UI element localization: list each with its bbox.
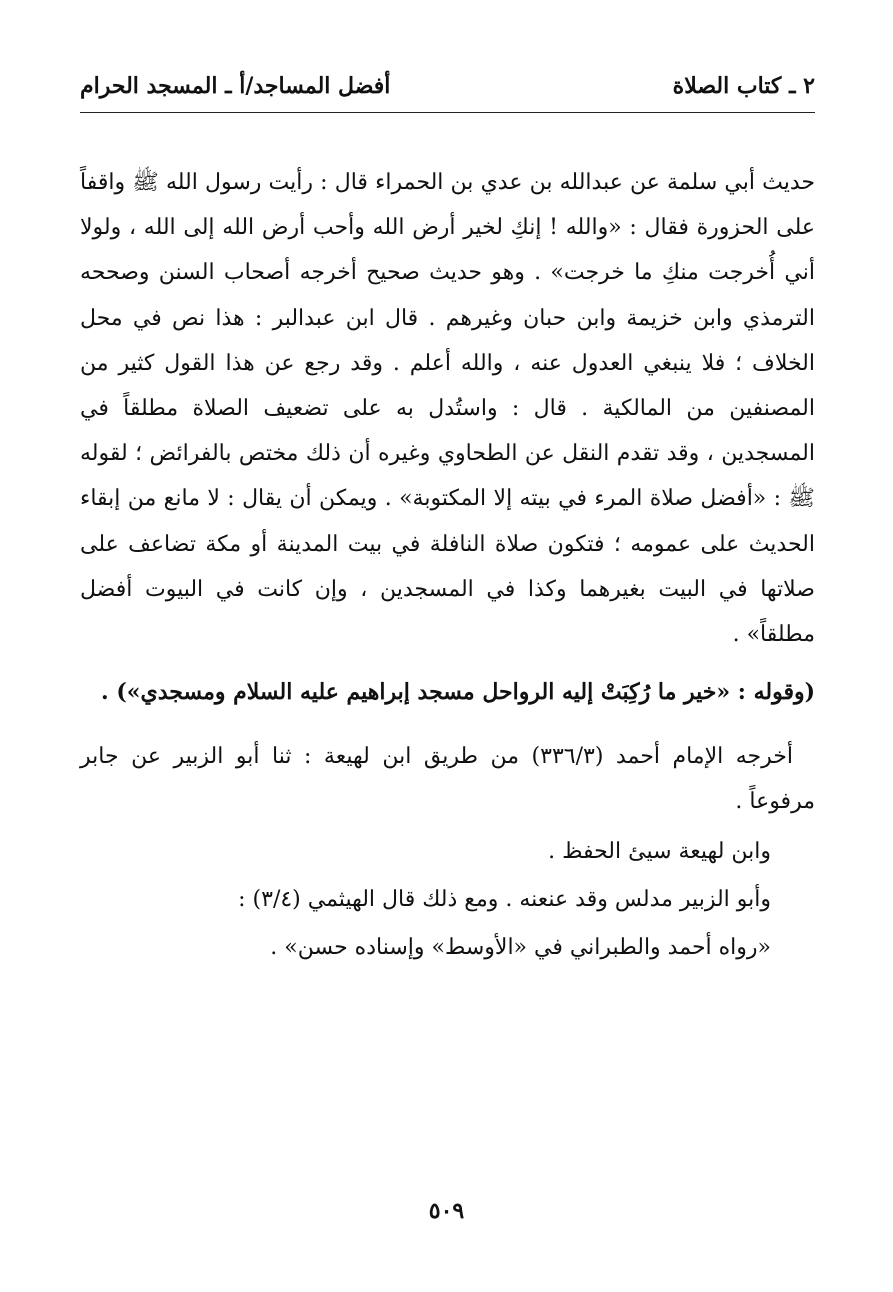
paragraph-1: حديث أبي سلمة عن عبدالله بن عدي بن الحمراء قال : رأيت رسول الله ﷺ واقفاً على الحزورة فقال : «والله ! إنكِ لخير أرض الله وأحب أرض الله إلى الله ، ولولا أني أُخرجت منكِ ما خرجت» . وهو حديث صحيح أخرجه أصحاب السنن وصححه الترمذي وابن خزيمة وابن حبان وغيرهم . قال ابن عبدالبر : هذا نص في محل الخلاف ؛ فلا ينبغي العدول عنه ، والله أعلم . وقد رجع عن هذا القول كثير من المصنفين من المالكية . قال : واستُدل به على تضعيف الصلاة مطلقاً في المسجدين ، وقد تقدم النقل عن الطحاوي وغيره أن ذلك مختص بالفرائض ؛ لقوله ﷺ : «أفضل صلاة المرء في بيته إلا المكتوبة» . ويمكن أن يقال : لا مانع من إبقاء الحديث على عمومه ؛ فتكون صلاة النافلة في بيت المدينة أو مكة تضاعف على صلاتها في البيت بغيرهما وكذا في المسجدين ، وإن كانت في البيوت أفضل مطلقاً» . [80,170,815,648]
paragraph-3: أخرجه الإمام أحمد (٣٣٦/٣) من طريق ابن لهيعة : ثنا أبو الزبير عن جابر مرفوعاً . [80,744,815,815]
main-text [80,160,815,968]
line-4: وابن لهيعة سيئ الحفظ . [548,839,771,865]
line-6: «رواه أحمد والطبراني في «الأوسط» وإسناده حسن» . [270,935,771,961]
page-header [80,68,815,113]
chapter-title: ٢ ـ كتاب الصلاة [672,73,815,99]
hadith-heading: (وقوله : «خير ما رُكِبَتْ إليه الرواحل مسجد إبراهيم عليه السلام ومسجدي») . [101,679,815,706]
section-title: أفضل المساجد/أ ـ المسجد الحرام [80,73,391,99]
page-number: ٥٠٩ [428,1198,465,1224]
line-5: وأبو الزبير مدلس وقد عنعنه . ومع ذلك قال الهيثمي (٣/٤) : [238,887,771,913]
